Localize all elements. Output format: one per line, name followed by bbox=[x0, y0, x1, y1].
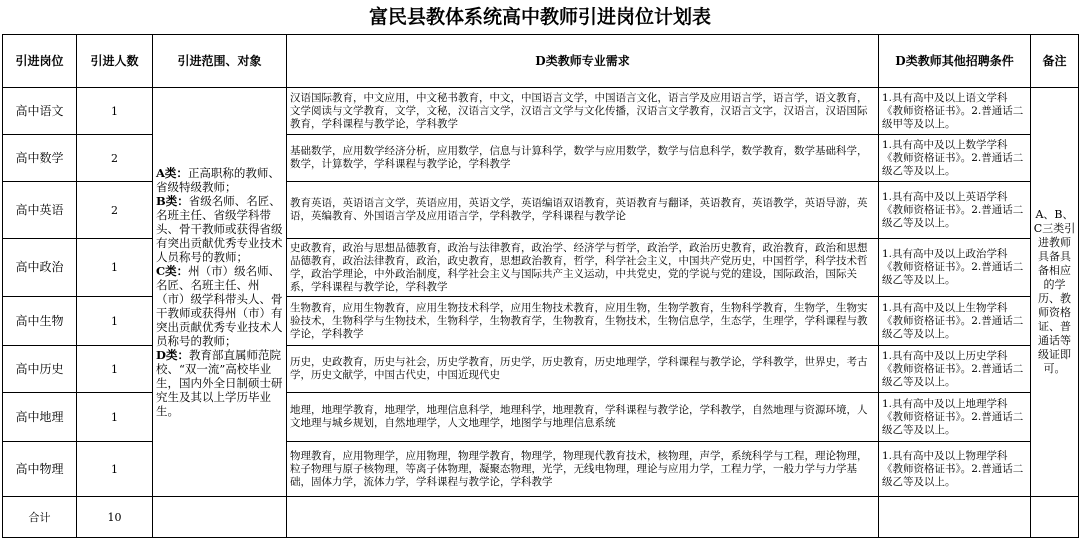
major-cell: 历史，史政教育，历史与社会，历史学教育，历史学，历史教育，历史地理学，学科课程与教学论，学科教学，世界史，考古学，历史文献学，中国古代史，中国近现代史 bbox=[287, 346, 879, 393]
count-cell: 1 bbox=[77, 88, 153, 135]
scope-a-label: A类： bbox=[156, 166, 188, 180]
scope-b-text: 省级名师、名匠、名班主任、省级学科带头、骨干教师或获得省级有突出贡献优秀专业技术人员称号的教师； bbox=[156, 194, 283, 264]
recruitment-plan-table bbox=[2, 34, 1079, 538]
count-cell: 1 bbox=[77, 346, 153, 393]
post-cell: 高中生物 bbox=[3, 297, 77, 346]
post-cell: 高中地理 bbox=[3, 393, 77, 442]
empty-cell bbox=[879, 497, 1031, 538]
scope-b-label: B类： bbox=[156, 194, 189, 208]
major-cell: 地理，地理学教育，地理学，地理信息科学，地理科学，地理教育，学科课程与教学论，学科教学，自然地理与资源环境，人文地理与城乡规划，自然地理学，人文地理学，地图学与地理信息系统 bbox=[287, 393, 879, 442]
post-cell: 高中物理 bbox=[3, 442, 77, 497]
page-title: 富民县教体系统高中教师引进岗位计划表 bbox=[368, 6, 711, 28]
post-cell: 高中政治 bbox=[3, 239, 77, 297]
cond-cell: 1.具有高中及以上语文学科《教师资格证书》。2.普通话二级甲等及以上。 bbox=[879, 88, 1031, 135]
header-post: 引进岗位 bbox=[3, 35, 77, 88]
major-cell: 史政教育，政治与思想品德教育，政治与法律教育，政治学、经济学与哲学，政治学，政治历史教育，政治教育，政治和思想品德教育，政治法律教育，政治，政史教育，思想政治教育，哲学，科学社会主义，中国共产党历史，中国哲学，科学技术哲学，政治学理论，中外政治制度，科学社会主义与国际共产主义运动，中共党史，党的学说与党的建设，国际政治，国际关系，学科课程与教学论，学科教学 bbox=[287, 239, 879, 297]
scope-d-text: 教育部直属师范院校、“双一流”高校毕业生，国内外全日制硕士研究生及其以上学历毕业生。 bbox=[156, 348, 283, 418]
major-cell: 物理教育，应用物理学，应用物理，物理学教育，物理学，物理现代教育技术，核物理，声学，系统科学与工程，理论物理，粒子物理与原子核物理，等离子体物理，凝聚态物理，光学，无线电物理，理论与应用力学，工程力学，一般力学与力学基础，固体力学，流体力学，学科课程与教学论，学科教学 bbox=[287, 442, 879, 497]
header-note: 备注 bbox=[1031, 35, 1079, 88]
scope-cell bbox=[153, 88, 287, 497]
empty-cell bbox=[1031, 497, 1079, 538]
scope-c-text: 州（市）级名师、名匠、名班主任、州（市）级学科带头人、骨干教师或获得州（市）有突出贡献优秀专业技术人员称号的教师； bbox=[156, 264, 283, 348]
header-major: D类教师专业需求 bbox=[287, 35, 879, 88]
header-cond: D类教师其他招聘条件 bbox=[879, 35, 1031, 88]
major-cell: 基础数学，应用数学经济分析，应用数学，信息与计算科学，数学与应用数学，数学与信息科学，数学教育，数学基础科学，数学，计算数学，学科课程与教学论，学科教学 bbox=[287, 135, 879, 182]
total-label: 合计 bbox=[3, 497, 77, 538]
table-row bbox=[3, 88, 1079, 135]
cond-cell: 1.具有高中及以上英语学科《教师资格证书》。2.普通话二级乙等及以上。 bbox=[879, 182, 1031, 239]
major-cell: 生物教育，应用生物教育，应用生物技术科学，应用生物技术教育，应用生物，生物学教育，生物科学教育，生物学，生物实验技术，生物科学与生物技术，生物科学，生物教育学，生物教育，生物技术，生物信息学，生态学，生理学，学科课程与教学论，学科教学 bbox=[287, 297, 879, 346]
total-count: 10 bbox=[77, 497, 153, 538]
empty-cell bbox=[287, 497, 879, 538]
post-cell: 高中英语 bbox=[3, 182, 77, 239]
cond-cell: 1.具有高中及以上历史学科《教师资格证书》。2.普通话二级乙等及以上。 bbox=[879, 346, 1031, 393]
cond-cell: 1.具有高中及以上物理学科《教师资格证书》。2.普通话二级乙等及以上。 bbox=[879, 442, 1031, 497]
cond-cell: 1.具有高中及以上政治学科《教师资格证书》。2.普通话二级乙等及以上。 bbox=[879, 239, 1031, 297]
post-cell: 高中历史 bbox=[3, 346, 77, 393]
count-cell: 2 bbox=[77, 135, 153, 182]
scope-a-text: 正高职称的教师、省级特级教师； bbox=[156, 166, 280, 194]
count-cell: 1 bbox=[77, 442, 153, 497]
post-cell: 高中数学 bbox=[3, 135, 77, 182]
cond-cell: 1.具有高中及以上数学学科《教师资格证书》。2.普通话二级乙等及以上。 bbox=[879, 135, 1031, 182]
total-row bbox=[3, 497, 1079, 538]
scope-d-label: D类： bbox=[156, 348, 189, 362]
post-cell: 高中语文 bbox=[3, 88, 77, 135]
scope-c-label: C类： bbox=[156, 264, 189, 278]
count-cell: 2 bbox=[77, 182, 153, 239]
cond-cell: 1.具有高中及以上地理学科《教师资格证书》。2.普通话二级乙等及以上。 bbox=[879, 393, 1031, 442]
count-cell: 1 bbox=[77, 393, 153, 442]
major-cell: 教育英语，英语语言文学，英语应用，英语文学，英语编语双语教育，英语教育与翻译，英语教育，英语教学，英语导游，英语，英编教育、外国语言学及应用语言学，学科教学，学科课程与教学论 bbox=[287, 182, 879, 239]
count-cell: 1 bbox=[77, 239, 153, 297]
header-scope: 引进范围、对象 bbox=[153, 35, 287, 88]
major-cell: 汉语国际教育，中文应用，中文秘书教育，中文，中国语言文学，中国语言文化，语言学及应用语言学，语言学，语文教育，文学阅读与文学教育，文学，文秘，汉语言文学，汉语言文学与文化传播，汉语言文学教育，汉语言文字，汉语言，汉语国际教育，学科课程与教学论，学科教学 bbox=[287, 88, 879, 135]
note-cell: A、B、C三类引进教师具备具备相应的学历、教师资格证、普通话等级证即可。 bbox=[1031, 88, 1079, 497]
cond-cell: 1.具有高中及以上生物学科《教师资格证书》。2.普通话二级乙等及以上。 bbox=[879, 297, 1031, 346]
header-count: 引进人数 bbox=[77, 35, 153, 88]
count-cell: 1 bbox=[77, 297, 153, 346]
table-header-row bbox=[3, 35, 1079, 88]
empty-cell bbox=[153, 497, 287, 538]
